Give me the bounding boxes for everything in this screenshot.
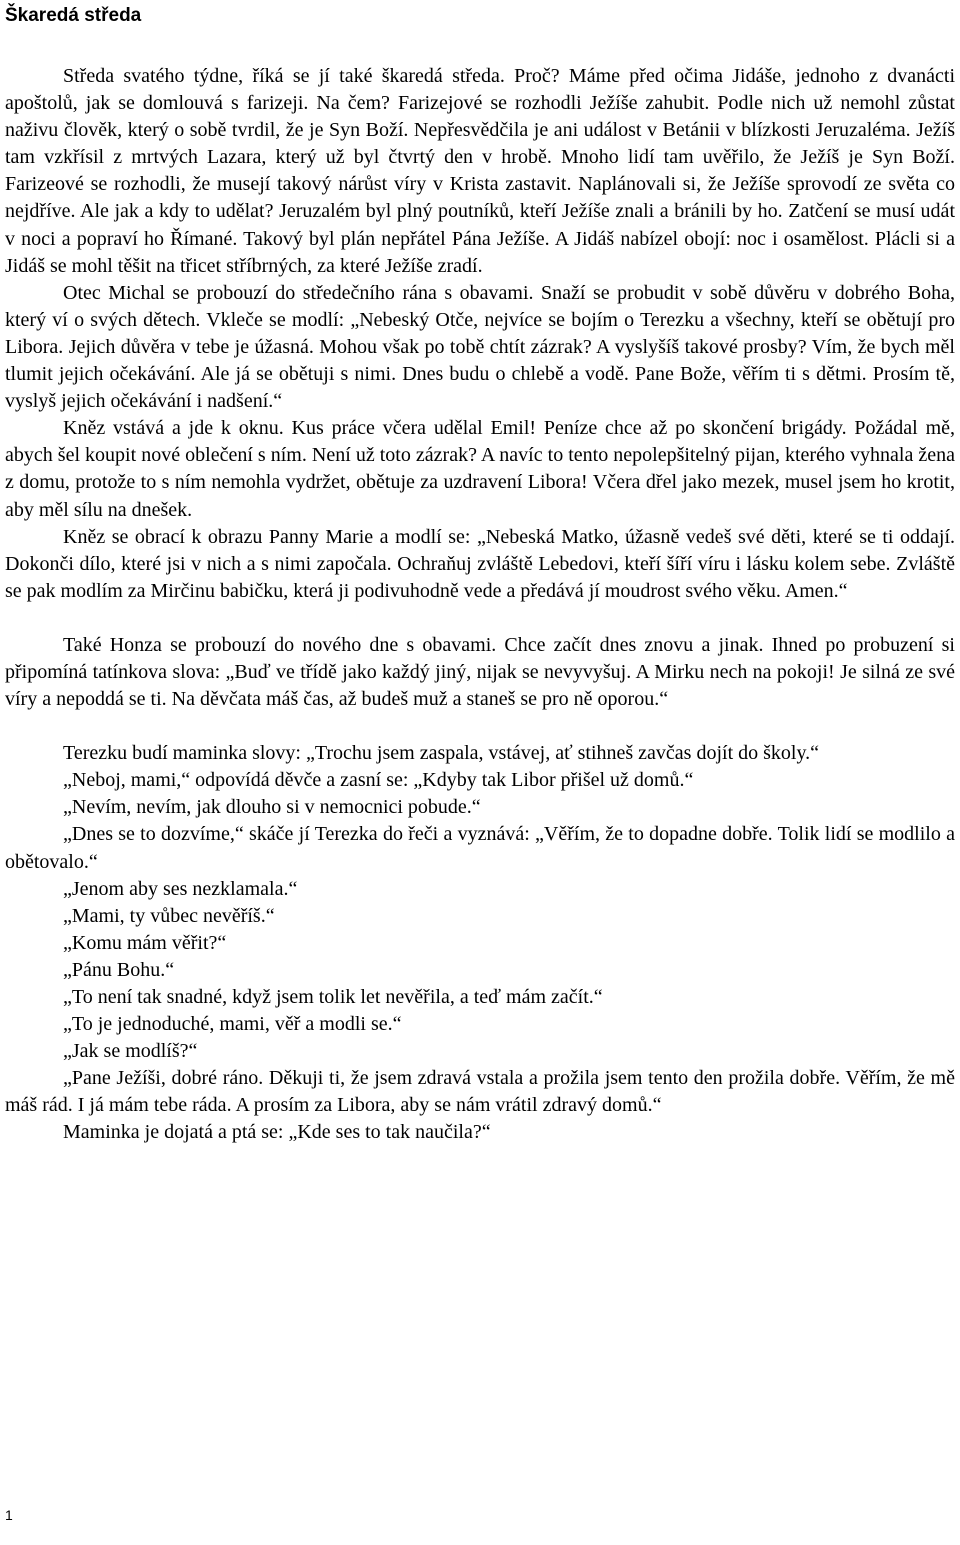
paragraph: Kněz vstává a jde k oknu. Kus práce včera udělal Emil! Peníze chce až po skončení brigády. Požádal mě, abych šel koupit nové oblečení s ním. Není už toto zázrak? A navíc to tento nepolepšitelný pijan, kterého vyhnala žena z domu, protože to s ním nemohla vydržet, obětuje za uzdravení Libora! Včera dřel jako mezek, musel jsem ho krotit, aby měl sílu na dnešek. — [5, 417, 955, 521]
dialogue-line: „Pánu Bohu.“ — [63, 958, 175, 981]
document-body — [5, 63, 955, 1147]
dialogue-line: „To není tak snadné, když jsem tolik let nevěřila, a teď mám začít.“ — [63, 986, 603, 1008]
document-title: Škaredá středa — [5, 5, 142, 26]
dialogue-line: „Mami, ty vůbec nevěříš.“ — [63, 904, 275, 927]
paragraph: Maminka je dojatá a ptá se: „Kde ses to tak naučila?“ — [63, 1121, 491, 1144]
paragraph: Terezku budí maminka slovy: „Trochu jsem zaspala, vstávej, ať stihneš zavčas dojít do školy.“ — [63, 742, 820, 765]
dialogue-line: „Dnes se to dozvíme,“ skáče jí Terezka do řeči a vyznává: „Věřím, že to dopadne dobře. Tolik lidí se modlilo a obětovalo.“ — [5, 823, 955, 873]
paragraph: Středa svatého týdne, říká se jí také škaredá středa. Proč? Máme před očima Jidáše, jednoho z dvanácti apoštolů, jak se domlouvá s farizeji. Na čem? Farizejové se rozhodli Ježíše zahubit. Podle nich už nemohl zůstat naživu člověk, který o sobě tvrdil, že je Syn Boží. Nepřesvědčila je ani událost v Betánii v blízkosti Jeruzaléma. Ježíš tam vzkřísil z mrtvých Lazara, který už byl čtvrtý den v hrobě. Mnoho lidí tam uvěřilo, že Ježíš je Syn Boží. Farizeové se rozhodli, že musejí takový nárůst víry v Krista zastavit. Naplánovali si, že Ježíše sprovodí ze světa co nejdříve. Ale jak a kdy to udělat? Jeruzalém byl plný poutníků, kteří Ježíše znali a bránili by ho. Zatčení se musí udát v noci a popraví ho Římané. Takový byl plán nepřátel Pána Ježíše. A Jidáš nabízel obojí: noc i osamělost. Plácli si a Jidáš se mohl těšit na třicet stříbrných, za které Ježíše zradí. — [5, 65, 955, 277]
dialogue-line: „Jenom aby ses nezklamala.“ — [63, 877, 298, 900]
dialogue-line: „Pane Ježíši, dobré ráno. Děkuji ti, že jsem zdravá vstala a prožila jsem tento den prožila dobře. Věřím, že mě máš rád. I já mám tebe ráda. A prosím za Libora, aby se nám vrátil zdravý domů.“ — [5, 1067, 955, 1117]
document-page — [0, 4, 960, 1545]
dialogue-line: „Komu mám věřit?“ — [63, 931, 227, 954]
paragraph: Otec Michal se probouzí do středečního rána s obavami. Snaží se probudit v sobě důvěru v dobrého Boha, který ví o svých dětech. Vkleče se modlí: „Nebeský Otče, nejvíce se bojím o Terezku a všechny, kteří se obětují pro Libora. Jejich důvěra v tebe je úžasná. Mohou však po tobě chtít zázrak? A vyslyšíš takové prosby? Vím, že bych měl tlumit jejich očekávání. Ale já se obětuji s nimi. Dnes budu o chlebě a vodě. Pane Bože, věřím ti s dětmi. Prosím tě, vyslyš jejich očekávání i nadšení.“ — [5, 281, 955, 413]
dialogue-line: „Neboj, mami,“ odpovídá děvče a zasní se: „Kdyby tak Libor přišel už domů.“ — [63, 769, 694, 792]
paragraph: Kněz se obrací k obrazu Panny Marie a modlí se: „Nebeská Matko, úžasně vedeš své děti, které se ti oddají. Dokonči dílo, které jsi v nich a s nimi započala. Ochraňuj zvláště Lebedovi, kteří šíří víru i lásku kolem sebe. Zvláště se pak modlím za Mirčinu babičku, která ji podivuhodně vede a předává jí moudrost svého věku. Amen.“ — [5, 525, 955, 602]
dialogue-line: „Nevím, nevím, jak dlouho si v nemocnici pobude.“ — [63, 796, 481, 819]
page-number: 1 — [5, 1507, 13, 1523]
dialogue-line: „To je jednoduché, mami, věř a modli se.“ — [63, 1013, 402, 1036]
dialogue-line: „Jak se modlíš?“ — [63, 1040, 198, 1063]
paragraph: Také Honza se probouzí do nového dne s obavami. Chce začít dnes znovu a jinak. Ihned po probuzení si připomíná tatínkova slova: „Buď ve třídě jako každý jiný, nijak se nevyvyšuj. A Mirku nech na pokoji! Je silná ze své víry a nepoddá se ti. Na děvčata máš čas, až budeš muž a staneš se pro ně oporou.“ — [5, 633, 955, 711]
